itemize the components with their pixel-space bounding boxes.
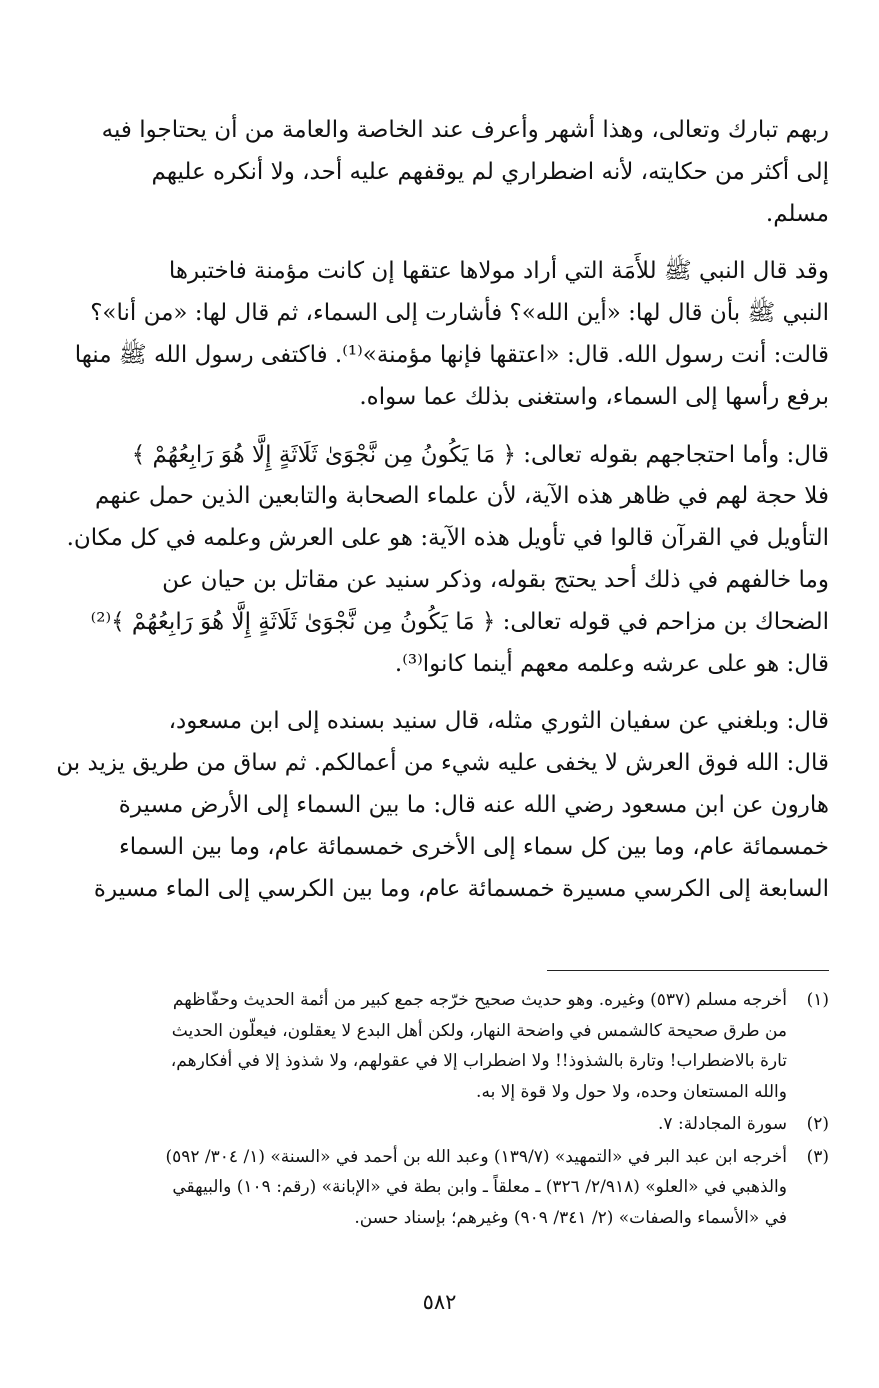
- footnote-number: (٣): [806, 1146, 829, 1167]
- text-line: السابعة إلى الكرسي مسيرة خمسمائة عام، وما بين الكرسي إلى الماء مسيرة: [93, 875, 829, 902]
- text-line: قالت: أنت رسول الله. قال: «اعتقها فإنها مؤمنة»⁽¹⁾. فاكتفى رسول الله ﷺ منها: [74, 341, 829, 368]
- footnote-line: أخرجه مسلم (٥٣٧) وغيره. وهو حديث صحيح خرّجه جمع كبير من أئمة الحديث وحفّاظهم: [172, 990, 787, 1010]
- footnote-line: سورة المجادلة: ٧.: [658, 1114, 787, 1134]
- footnote-text: [48, 985, 787, 1107]
- paragraph-2: [48, 251, 829, 418]
- footnote-1: [48, 985, 829, 1107]
- page-number: ٥٨٢: [422, 1290, 457, 1314]
- footnote-line: والذهبي في «العلو» (٢/٩١٨/ ٣٢٦) ـ معلقاً ـ وابن بطة في «الإبانة» (رقم: ١٠٩) والبيهقي: [172, 1177, 787, 1197]
- text-line: ربهم تبارك وتعالى، وهذا أشهر وأعرف عند الخاصة والعامة من أن يحتاجوا فيه: [101, 117, 829, 143]
- footnotes: [48, 985, 829, 1235]
- footnote-text: [48, 1109, 787, 1140]
- text-line: النبي ﷺ بأن قال لها: «أين الله»؟ فأشارت إلى السماء، ثم قال لها: «من أنا»؟: [90, 300, 829, 327]
- text-line: قال: وأما احتجاجهم بقوله تعالى: ﴿ مَا يَكُونُ مِن نَّجْوَىٰ ثَلَاثَةٍ إِلَّا هُوَ رَابِعُهُمْ ﴾: [131, 441, 829, 468]
- footnote-line: من طرق صحيحة كالشمس في واضحة النهار، ولكن أهل البدع لا يعقلون، فيعلّون الحديث: [171, 1020, 787, 1041]
- paragraph-3: [48, 435, 829, 686]
- footnote-line: في «الأسماء والصفات» (٢/ ٣٤١/ ٩٠٩) وغيرهم؛ بإسناد حسن.: [354, 1207, 787, 1228]
- text-line: خمسمائة عام، وما بين كل سماء إلى الأخرى خمسمائة عام، وما بين السماء: [118, 833, 829, 860]
- main-text: [48, 110, 829, 910]
- footnote-3: [48, 1142, 829, 1234]
- text-line: قال: وبلغني عن سفيان الثوري مثله، قال سنيد بسنده إلى ابن مسعود،: [168, 708, 829, 735]
- text-line: قال: الله فوق العرش لا يخفى عليه شيء من أعمالكم. ثم ساق من طريق يزيد بن: [56, 750, 829, 777]
- text-line: برفع رأسها إلى السماء، واستغنى بذلك عما سواه.: [359, 383, 829, 410]
- text-line: مسلم.: [765, 200, 829, 227]
- footnote-line: والله المستعان وحده، ولا حول ولا قوة إلا به.: [476, 1081, 787, 1102]
- footnote-number: (١): [806, 990, 829, 1010]
- text-line: وقد قال النبي ﷺ للأَمَة التي أراد مولاها عتقها إن كانت مؤمنة فاختبرها: [168, 258, 829, 285]
- text-line: إلى أكثر من حكايته، لأنه اضطراري لم يوقفهم عليه أحد، ولا أنكره عليهم: [151, 158, 829, 185]
- text-line: الضحاك بن مزاحم في قوله تعالى: ﴿ مَا يَكُونُ مِن نَّجْوَىٰ ثَلَاثَةٍ إِلَّا هُوَ رَابِعُهُمْ ﴾⁽²⁾: [90, 608, 829, 635]
- text-line: قال: هو على عرشه وعلمه معهم أينما كانوا⁽³⁾.: [394, 650, 829, 677]
- footnote-line: أخرجه ابن عبد البر في «التمهيد» (١٣٩/٧) وعبد الله بن أحمد في «السنة» (١/ ٣٠٤/ ٥٩٢): [165, 1146, 787, 1167]
- text-line: وما خالفهم في ذلك أحد يحتج بقوله، وذكر سنيد عن مقاتل بن حيان عن: [162, 566, 829, 593]
- text-line: فلا حجة لهم في ظاهر هذه الآية، لأن علماء الصحابة والتابعين الذين حمل عنهم: [95, 483, 829, 510]
- paragraph-4: [48, 701, 829, 910]
- footnote-number: (٢): [806, 1114, 829, 1134]
- footnote-text: [48, 1142, 787, 1234]
- footnote-separator: [547, 970, 829, 971]
- paragraph-1: [48, 110, 829, 235]
- text-line: هارون عن ابن مسعود رضي الله عنه قال: ما بين السماء إلى الأرض مسيرة: [118, 791, 829, 818]
- footnote-line: تارة بالاضطراب! وتارة بالشذوذ!! ولا اضطراب إلا في عقولهم، ولا شذوذ إلا في أفكارهم،: [170, 1051, 787, 1071]
- text-line: التأويل في القرآن قالوا في تأويل هذه الآية: هو على العرش وعلمه في كل مكان.: [66, 525, 829, 552]
- footnote-2: [48, 1109, 829, 1140]
